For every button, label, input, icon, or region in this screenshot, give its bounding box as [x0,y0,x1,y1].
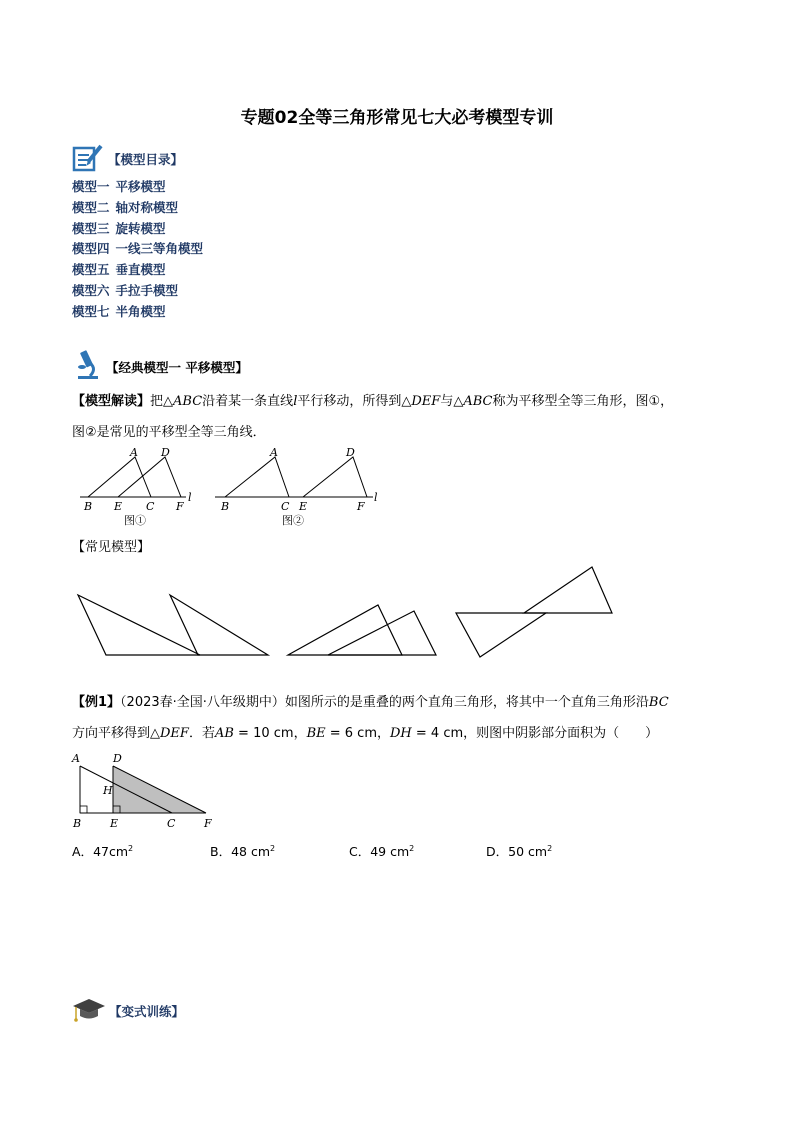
svg-text:H: H [103,784,113,797]
svg-text:E: E [299,500,308,513]
svg-text:A: A [72,752,80,765]
svg-text:A: A [270,446,278,459]
option-b[interactable]: B．48 $cm^2$ [210,843,276,859]
model-intro-line1: 【模型解读】把△ABC沿着某一条直线l平行移动，所得到△DEF与△ABC称为平移型全等三角形，图①， [72,394,674,409]
intro-label: 【模型解读】 [72,394,151,409]
common-models-label: 【常见模型】 [72,540,151,555]
toc-item[interactable]: 模型一 平移模型 [72,179,166,194]
svg-text:C: C [281,500,290,513]
toc-item[interactable]: 模型二 轴对称模型 [72,199,179,215]
toc-item[interactable]: 模型六 手拉手模型 [72,282,179,298]
svg-text:E: E [114,500,123,513]
toc-list [72,177,203,323]
figure-1-caption: 图① [124,514,146,527]
svg-text:F: F [204,817,212,830]
toc-item[interactable]: 模型四 一线三等角模型 [72,241,204,257]
option-d[interactable]: D．50 $cm^2$ [486,843,553,859]
toc-item[interactable]: 模型七 半角模型 [72,303,166,319]
svg-text:C: C [167,817,176,830]
option-c[interactable]: C．49 $cm^2$ [349,843,415,859]
svg-text:C: C [146,500,155,513]
svg-text:l: l [374,491,378,504]
svg-text:D: D [161,446,170,459]
option-a[interactable]: A．$47cm^2$ [72,843,134,859]
svg-text:F: F [357,500,365,513]
example1-line1: 【例1】（2023春·全国·八年级期中）如图所示的是重叠的两个直角三角形，将其中一个直角三角形沿BC [72,695,669,710]
variant-heading: 【变式训练】 [109,1004,185,1019]
svg-text:A: A [130,446,138,459]
svg-text:D: D [113,752,122,765]
svg-text:D: D [346,446,355,459]
svg-text:F: F [176,500,184,513]
notepad-icon [72,142,104,176]
example1-figure [70,749,220,833]
figure-2 [211,444,381,530]
svg-text:B: B [84,500,93,513]
graduation-cap-icon [72,997,106,1027]
example1-line2: 方向平移得到△DEF．若AB = 10 cm，BE = 6 cm，DH = 4 cm，则图中阴影部分面积为（ ） [72,726,659,741]
common-models-figure [74,562,634,662]
toc-item[interactable]: 模型三 旋转模型 [72,220,166,236]
toc-heading: 【模型目录】 [108,152,184,167]
figure-2-caption: 图② [282,514,304,527]
figure-1 [74,444,204,530]
example-label: 【例1】 [72,695,121,710]
model-intro-line2: 图②是常见的平移型全等三角线． [72,425,266,440]
section1-heading: 【经典模型一 平移模型】 [106,360,248,375]
svg-text:E: E [110,817,119,830]
microscope-icon [70,349,102,385]
svg-text:B: B [73,817,82,830]
svg-text:B: B [221,500,230,513]
svg-text:l: l [188,491,192,504]
page-title: 专题02全等三角形常见七大必考模型专训 [240,108,554,128]
toc-item[interactable]: 模型五 垂直模型 [72,262,166,278]
